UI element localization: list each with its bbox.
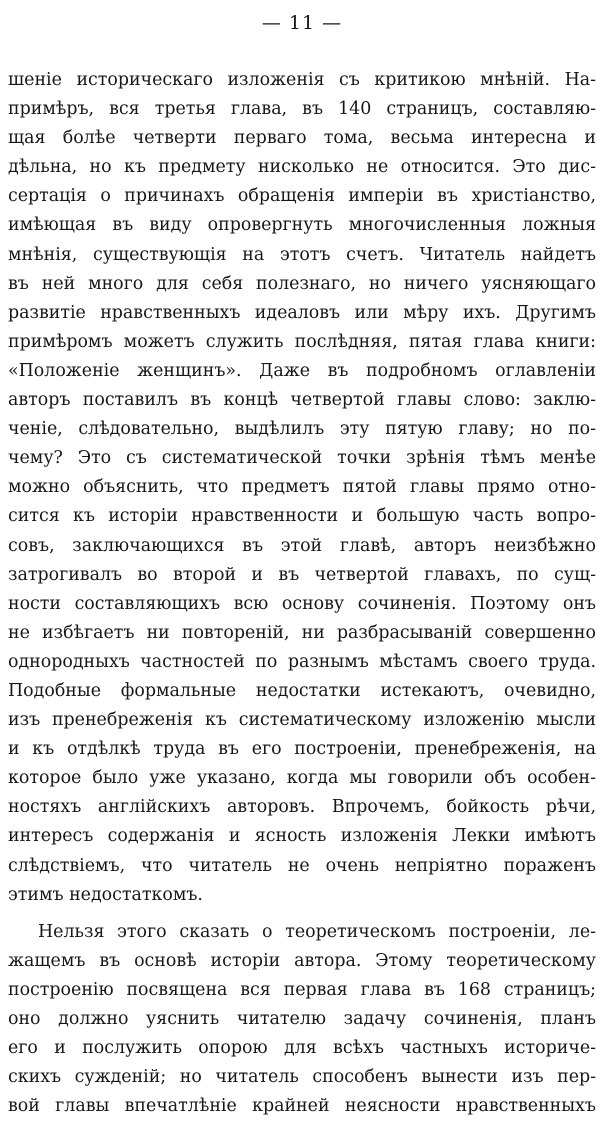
paragraph-gap bbox=[8, 910, 596, 918]
text-line: которое было уже указано, когда мы говорили объ особен- bbox=[8, 768, 596, 789]
text-line: ностяхъ англійскихъ авторовъ. Впрочемъ, бойкость рѣчи, bbox=[8, 797, 596, 818]
text-line: можно объяснить, что предметъ пятой главы прямо отно- bbox=[8, 477, 596, 498]
text-line: развитіе нравственныхъ идеаловъ или мѣру ихъ. Другимъ bbox=[8, 302, 596, 323]
text-line: шеніе историческаго изложенія съ критикою мнѣній. На- bbox=[8, 70, 596, 90]
text-line: оно должно уяснить читателю задачу сочиненія, планъ bbox=[8, 1009, 596, 1029]
paragraph-2 bbox=[8, 918, 596, 1121]
text-line: этимъ недостаткомъ. bbox=[8, 884, 203, 905]
text-line: въ ней много для себя полезнаго, но ничего уясняющаго bbox=[8, 273, 596, 294]
text-line: жащемъ въ основѣ исторіи автора. Этому теоретическому bbox=[8, 950, 596, 971]
text-line: скихъ сужденій; но читатель способенъ вынести изъ пер- bbox=[8, 1067, 596, 1088]
paragraph-1 bbox=[8, 66, 596, 910]
text-line: дѣльна, но къ предмету нисколько не относится. Это дис- bbox=[8, 157, 596, 178]
text-line: ченіе, слѣдовательно, выдѣлилъ эту пятую главу; но по- bbox=[8, 419, 596, 440]
text-line: сится къ исторіи нравственности и большую часть вопро- bbox=[8, 506, 596, 527]
text-line: Нельзя этого сказать о теоретическомъ построеніи, ле- bbox=[38, 921, 596, 942]
text-line: авторъ поставилъ въ концѣ четвертой главы слово: заклю- bbox=[8, 390, 596, 411]
text-line: «Положеніе женщинъ». Даже въ подробномъ оглавленіи bbox=[8, 360, 596, 381]
text-line: совъ, заключающихся въ этой главѣ, авторъ неизбѣжно bbox=[8, 535, 596, 556]
text-line: примѣромъ можетъ служить послѣдняя, пятая глава книги: bbox=[8, 331, 596, 352]
text-line: слѣдствіемъ, что читатель не очень непріятно пораженъ bbox=[8, 855, 596, 876]
text-line: однородныхъ частностей по разнымъ мѣстамъ своего труда. bbox=[8, 651, 596, 672]
text-line: его и послужить опорою для всѣхъ частныхъ историче- bbox=[8, 1038, 596, 1059]
page-number: — 11 — bbox=[261, 12, 343, 34]
text-line: интересъ содержанія и ясность изложенія Лекки имѣютъ bbox=[8, 826, 596, 847]
text-line: ности составляющихъ всю основу сочиненія. Поэтому онъ bbox=[8, 593, 596, 614]
text-line: построенію посвящена вся первая глава въ 168 страницъ; bbox=[8, 979, 596, 1000]
text-line: сертація о причинахъ обращенія имперіи въ христіанство, bbox=[8, 186, 596, 207]
text-line: Подобные формальные недостатки истекаютъ, очевидно, bbox=[8, 680, 596, 701]
text-line: вой главы впечатлѣніе крайней неясности нравственныхъ bbox=[8, 1096, 596, 1117]
text-line: и къ отдѣлкѣ труда въ его построеніи, пренебреженія, на bbox=[8, 739, 596, 760]
text-line: щая болѣе четверти перваго тома, весьма интересна и bbox=[8, 128, 596, 149]
text-line: мнѣнія, существующія на этотъ счетъ. Читатель найдетъ bbox=[8, 244, 596, 265]
text-line: имѣющая въ виду опровергнуть многочисленныя ложныя bbox=[8, 215, 596, 236]
text-line: чему? Это съ систематической точки зрѣнія тѣмъ менѣе bbox=[8, 448, 596, 469]
text-line: не избѣгаетъ ни повтореній, ни разбрасываній совершенно bbox=[8, 622, 596, 643]
text-line: изъ пренебреженія къ систематическому изложенію мысли bbox=[8, 710, 596, 731]
text-body bbox=[8, 66, 596, 1121]
text-line: затрогивалъ во второй и въ четвертой главахъ, по сущ- bbox=[8, 564, 596, 585]
text-line: примѣръ, вся третья глава, въ 140 страницъ, составляю- bbox=[8, 99, 596, 120]
